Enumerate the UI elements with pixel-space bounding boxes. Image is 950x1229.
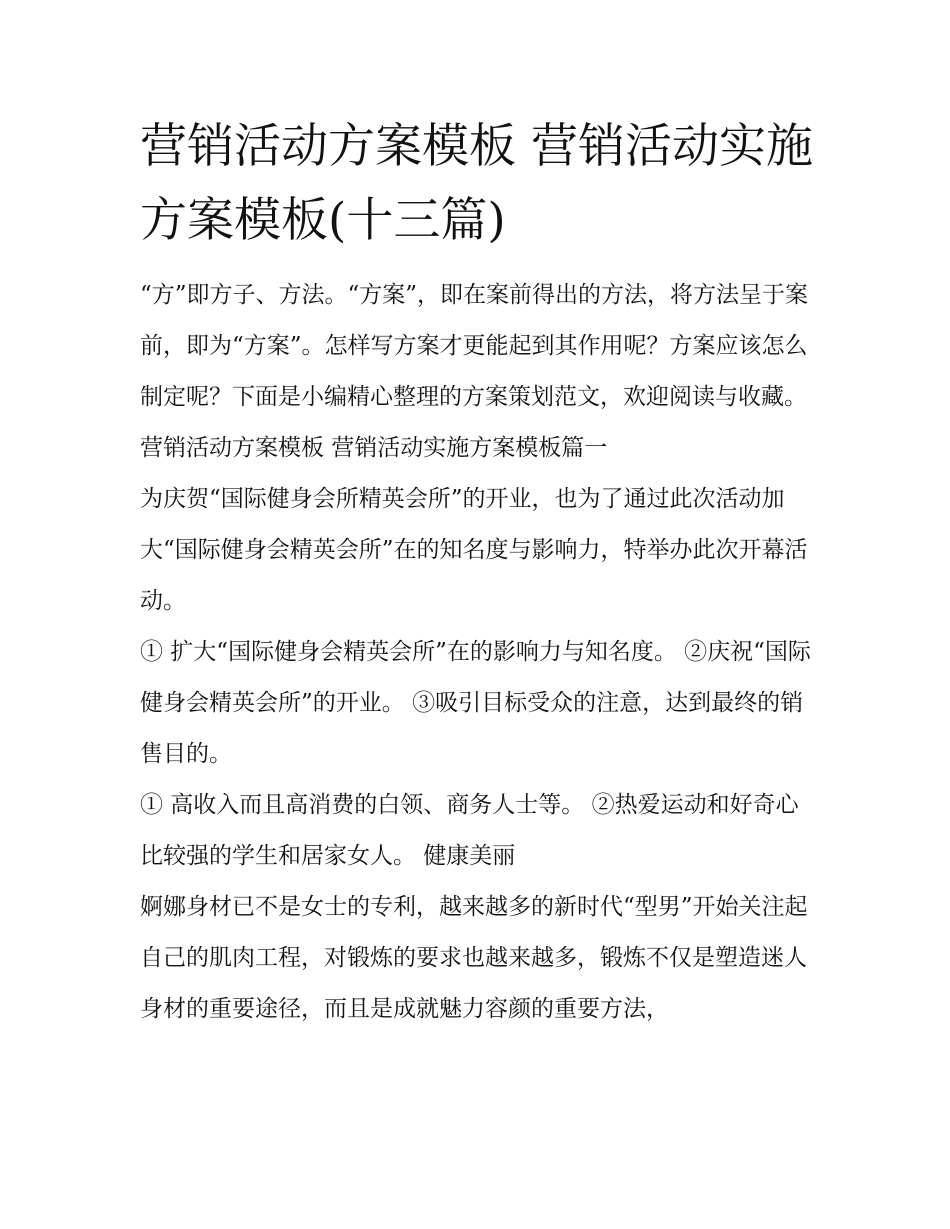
- objectives-paragraph: ① 扩大“国际健身会精英会所”在的影响力与知名度。 ②庆祝“国际健身会精英会所”的开业。 ③吸引目标受众的注意，达到最终的销售目的。: [140, 639, 811, 767]
- audience-paragraph: ① 高收入而且高消费的白领、商务人士等。 ②热爱运动和好奇心比较强的学生和居家女人。 健康美丽: [140, 792, 799, 869]
- theme-paragraph: 婀娜身材已不是女士的专利，越来越多的新时代“型男”开始关注起自己的肌肉工程，对锻炼的要求也越来越多，锻炼不仅是塑造迷人身材的重要途径，而且是成就魅力容颜的重要方法，: [140, 894, 808, 1022]
- document-title: 营销活动方案模板 营销活动实施方案模板(十三篇): [140, 119, 813, 248]
- intro-paragraph: “方”即方子、方法。“方案”，即在案前得出的方法，将方法呈于案前，即为“方案”。怎样写方案才更能起到其作用呢？方案应该怎么制定呢？下面是小编精心整理的方案策划范文，欢迎阅读与收藏。: [140, 282, 809, 410]
- document-body: [140, 110, 820, 1035]
- section-heading: 营销活动方案模板 营销活动实施方案模板篇一: [140, 435, 608, 461]
- purpose-paragraph: 为庆贺“国际健身会所精英会所”的开业，也为了通过此次活动加大“国际健身会精英会所”在的知名度与影响力，特举办此次开幕活动。: [140, 486, 808, 614]
